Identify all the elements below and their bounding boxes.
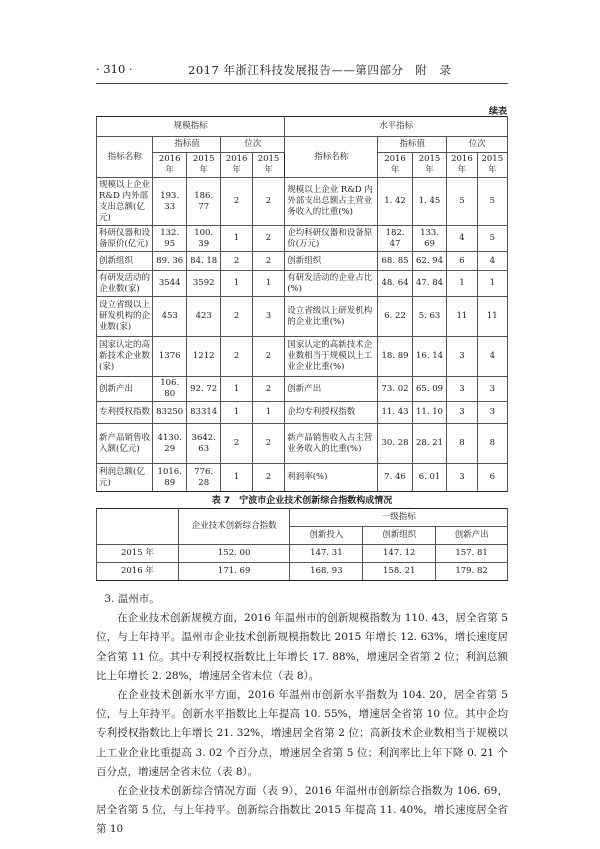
table-row bbox=[97, 337, 508, 377]
rank-cell: 2 bbox=[221, 178, 252, 226]
rank-header: 位次 bbox=[221, 137, 285, 153]
rank-cell: 1 bbox=[221, 464, 252, 492]
value-cell: 152. 00 bbox=[178, 545, 290, 563]
value-cell: 65. 09 bbox=[412, 377, 447, 402]
section-heading: 3. 温州市。 bbox=[104, 593, 160, 605]
rank-cell: 3 bbox=[477, 402, 507, 424]
year-cell: 2016 年 bbox=[97, 563, 179, 581]
body-text bbox=[96, 590, 508, 840]
rank-cell: 8 bbox=[477, 424, 507, 464]
rank-cell: 11 bbox=[477, 297, 507, 337]
year-2015-header: 2015 年 bbox=[477, 153, 507, 178]
rank-cell: 2 bbox=[252, 464, 284, 492]
rank-cell: 4 bbox=[447, 226, 477, 252]
rank-cell: 3 bbox=[447, 402, 477, 424]
indicator-name: 规模以上企业 R&D 内外部支出总额(亿元) bbox=[97, 178, 153, 226]
value-cell: 4130. 29 bbox=[153, 424, 187, 464]
indicator-name: 创新组织 bbox=[97, 252, 153, 271]
rank-cell: 2 bbox=[252, 377, 284, 402]
value-cell: 776. 28 bbox=[186, 464, 221, 492]
rank-cell: 1 bbox=[221, 226, 252, 252]
rank-header: 位次 bbox=[447, 137, 508, 153]
paragraph: 在企业技术创新规模方面，2016 年温州市的创新规模指数为 110. 43，居全省第 5 位，与上年持平。温州市企业技术创新规模指数比 2015 年增长 12. 63%，增长速度居全省第 11 位。其中专利授权指数比上年增长 17. 88%，增速居全省第 2 位；利润总额比上年增长 2. 28%，增速居全省末位（表 8）。 bbox=[96, 612, 508, 682]
rank-cell: 6 bbox=[477, 464, 507, 492]
rank-cell: 3 bbox=[477, 377, 507, 402]
rank-cell: 1 bbox=[221, 402, 252, 424]
value-cell: 453 bbox=[153, 297, 187, 337]
rank-cell: 2 bbox=[221, 297, 252, 337]
paragraph: 在企业技术创新综合情况方面（表 9），2016 年温州市创新综合指数为 106. 69，居全省第 5 位，与上年持平。创新综合指数比 2015 年提高 11. 40%，增长速度居全省第 10 bbox=[96, 785, 508, 836]
rank-cell: 3 bbox=[447, 337, 477, 377]
running-header bbox=[96, 62, 506, 80]
table-row bbox=[97, 377, 508, 402]
value-cell: 83314 bbox=[186, 402, 221, 424]
rank-cell: 2 bbox=[252, 252, 284, 271]
rank-cell: 1 bbox=[447, 271, 477, 297]
table-row bbox=[97, 226, 508, 252]
rank-cell: 1 bbox=[252, 402, 284, 424]
value-cell: 182. 47 bbox=[378, 226, 413, 252]
value-cell: 6. 01 bbox=[412, 464, 447, 492]
empty-header bbox=[97, 509, 179, 545]
indicator-name: 设立省级以上研发机构的企业比重(%) bbox=[285, 297, 378, 337]
table-row bbox=[97, 464, 508, 492]
header-rule bbox=[96, 83, 508, 84]
value-cell: 1212 bbox=[186, 337, 221, 377]
first-level-header: 一级指标 bbox=[290, 509, 508, 527]
rank-cell: 5 bbox=[447, 178, 477, 226]
rank-cell: 2 bbox=[252, 226, 284, 252]
rank-cell: 5 bbox=[477, 178, 507, 226]
value-cell: 47. 84 bbox=[412, 271, 447, 297]
value-cell: 28. 21 bbox=[412, 424, 447, 464]
indicator-name: 有研发活动的企业占比(%) bbox=[285, 271, 378, 297]
rank-cell: 11 bbox=[447, 297, 477, 337]
value-cell: 7. 46 bbox=[378, 464, 413, 492]
value-cell: 193. 33 bbox=[153, 178, 187, 226]
value-cell: 179. 82 bbox=[436, 563, 508, 581]
sub-header-input: 创新投入 bbox=[290, 527, 363, 545]
year-2016-header: 2016 年 bbox=[221, 153, 252, 178]
value-cell: 132. 95 bbox=[153, 226, 187, 252]
paragraph: 在企业技术创新水平方面，2016 年温州市创新水平指数为 104. 20，居全省第 5 位，与上年持平。创新水平指数比上年提高 10. 55%，增速居全省第 10 位。其中企均专利授权指数比上年增长 21. 32%，增速居全省第 2 位；高新技术企业数相当于规模以上工业企业比重提高 3. 02 个百分点，增速居全省第 5 位；利润率比上年下降 0. 21 个百分点，增速居全省末位（表 8）。 bbox=[96, 689, 508, 778]
value-cell: 89. 36 bbox=[153, 252, 187, 271]
indicator-name: 企均科研仪器和设备原价(万元) bbox=[285, 226, 378, 252]
table-row bbox=[97, 424, 508, 464]
running-title: 2017 年浙江科技发展报告——第四部分 附 录 bbox=[188, 63, 452, 77]
year-2016-header: 2016 年 bbox=[447, 153, 477, 178]
table-row bbox=[97, 271, 508, 297]
rank-cell: 2 bbox=[252, 337, 284, 377]
rank-cell: 2 bbox=[252, 424, 284, 464]
rank-cell: 3 bbox=[447, 464, 477, 492]
table-row bbox=[97, 402, 508, 424]
rank-cell: 3 bbox=[447, 377, 477, 402]
value-cell: 3544 bbox=[153, 271, 187, 297]
value-cell: 1. 45 bbox=[412, 178, 447, 226]
indicator-name-header: 指标名称 bbox=[285, 137, 378, 178]
value-cell: 73. 02 bbox=[378, 377, 413, 402]
value-header: 指标值 bbox=[378, 137, 447, 153]
value-cell: 100. 39 bbox=[186, 226, 221, 252]
value-cell: 11. 43 bbox=[378, 402, 413, 424]
table-row bbox=[97, 545, 508, 563]
sub-header-org: 创新组织 bbox=[363, 527, 436, 545]
rank-cell: 2 bbox=[221, 424, 252, 464]
value-cell: 3642. 63 bbox=[186, 424, 221, 464]
value-cell: 133. 69 bbox=[412, 226, 447, 252]
indicator-name: 利润总额(亿元) bbox=[97, 464, 153, 492]
rank-cell: 1 bbox=[221, 377, 252, 402]
composite-header: 企业技术创新综合指数 bbox=[178, 509, 290, 545]
value-cell: 147. 12 bbox=[363, 545, 436, 563]
indicator-name: 新产品销售收入占主营业务收入的比重(%) bbox=[285, 424, 378, 464]
value-cell: 30. 28 bbox=[378, 424, 413, 464]
value-cell: 5. 63 bbox=[412, 297, 447, 337]
indicator-name: 创新产出 bbox=[285, 377, 378, 402]
rank-cell: 2 bbox=[221, 252, 252, 271]
rank-cell: 2 bbox=[252, 178, 284, 226]
year-2016-header: 2016 年 bbox=[153, 153, 187, 178]
rank-cell: 4 bbox=[477, 252, 507, 271]
sub-header-output: 创新产出 bbox=[436, 527, 508, 545]
year-2015-header: 2015 年 bbox=[252, 153, 284, 178]
indicator-name: 国家认定的高新技术企业数相当于规模以上工业企业比重(%) bbox=[285, 337, 378, 377]
year-2016-header: 2016 年 bbox=[378, 153, 413, 178]
table-row bbox=[97, 178, 508, 226]
value-cell: 168. 93 bbox=[290, 563, 363, 581]
indicator-name: 新产品销售收入额(亿元) bbox=[97, 424, 153, 464]
value-cell: 158. 21 bbox=[363, 563, 436, 581]
rank-cell: 1 bbox=[221, 271, 252, 297]
value-cell: 147. 31 bbox=[290, 545, 363, 563]
indicator-name: 国家认定的高新技术企业数(家) bbox=[97, 337, 153, 377]
value-cell: 68. 85 bbox=[378, 252, 413, 271]
rank-cell: 1 bbox=[477, 271, 507, 297]
indicator-name: 利润率(%) bbox=[285, 464, 378, 492]
indicator-name: 专利授权指数 bbox=[97, 402, 153, 424]
rank-cell: 8 bbox=[447, 424, 477, 464]
value-cell: 6. 22 bbox=[378, 297, 413, 337]
rank-cell: 6 bbox=[447, 252, 477, 271]
value-cell: 62. 94 bbox=[412, 252, 447, 271]
table-7 bbox=[96, 508, 508, 581]
value-cell: 3592 bbox=[186, 271, 221, 297]
table-row bbox=[97, 297, 508, 337]
value-cell: 1. 42 bbox=[378, 178, 413, 226]
value-cell: 11. 10 bbox=[412, 402, 447, 424]
value-cell: 106. 80 bbox=[153, 377, 187, 402]
table-row bbox=[97, 563, 508, 581]
table-row bbox=[97, 252, 508, 271]
indicator-name: 创新组织 bbox=[285, 252, 378, 271]
indicator-name-header: 指标名称 bbox=[97, 137, 153, 178]
indicator-name: 规模以上企业 R&D 内外部支出总额占主营业务收入的比重(%) bbox=[285, 178, 378, 226]
year-2015-header: 2015 年 bbox=[186, 153, 221, 178]
value-header: 指标值 bbox=[153, 137, 221, 153]
rank-cell: 2 bbox=[221, 337, 252, 377]
indicator-name: 有研发活动的企业数(家) bbox=[97, 271, 153, 297]
value-cell: 92. 72 bbox=[186, 377, 221, 402]
rank-cell: 4 bbox=[477, 337, 507, 377]
continued-label: 续表 bbox=[488, 107, 507, 117]
indicator-name: 企均专利授权指数 bbox=[285, 402, 378, 424]
year-cell: 2015 年 bbox=[97, 545, 179, 563]
value-cell: 48. 64 bbox=[378, 271, 413, 297]
group-scale-header: 规模指标 bbox=[97, 117, 285, 137]
indicator-name: 设立省级以上研发机构的企业数(家) bbox=[97, 297, 153, 337]
value-cell: 84. 18 bbox=[186, 252, 221, 271]
rank-cell: 1 bbox=[252, 271, 284, 297]
value-cell: 157. 81 bbox=[436, 545, 508, 563]
rank-cell: 5 bbox=[477, 226, 507, 252]
group-level-header: 水平指标 bbox=[285, 117, 508, 137]
indicator-name: 科研仪器和设备原价(亿元) bbox=[97, 226, 153, 252]
value-cell: 423 bbox=[186, 297, 221, 337]
year-2015-header: 2015 年 bbox=[412, 153, 447, 178]
value-cell: 186. 77 bbox=[186, 178, 221, 226]
rank-cell: 3 bbox=[252, 297, 284, 337]
value-cell: 1016. 89 bbox=[153, 464, 187, 492]
value-cell: 171. 69 bbox=[178, 563, 290, 581]
value-cell: 1376 bbox=[153, 337, 187, 377]
value-cell: 83250 bbox=[153, 402, 187, 424]
table-6-continued bbox=[96, 116, 508, 492]
table-7-caption: 表 7 宁波市企业技术创新综合指数构成情况 bbox=[211, 496, 393, 506]
value-cell: 18. 89 bbox=[378, 337, 413, 377]
indicator-name: 创新产出 bbox=[97, 377, 153, 402]
value-cell: 16. 14 bbox=[412, 337, 447, 377]
page-number: · 310 · bbox=[96, 62, 133, 76]
